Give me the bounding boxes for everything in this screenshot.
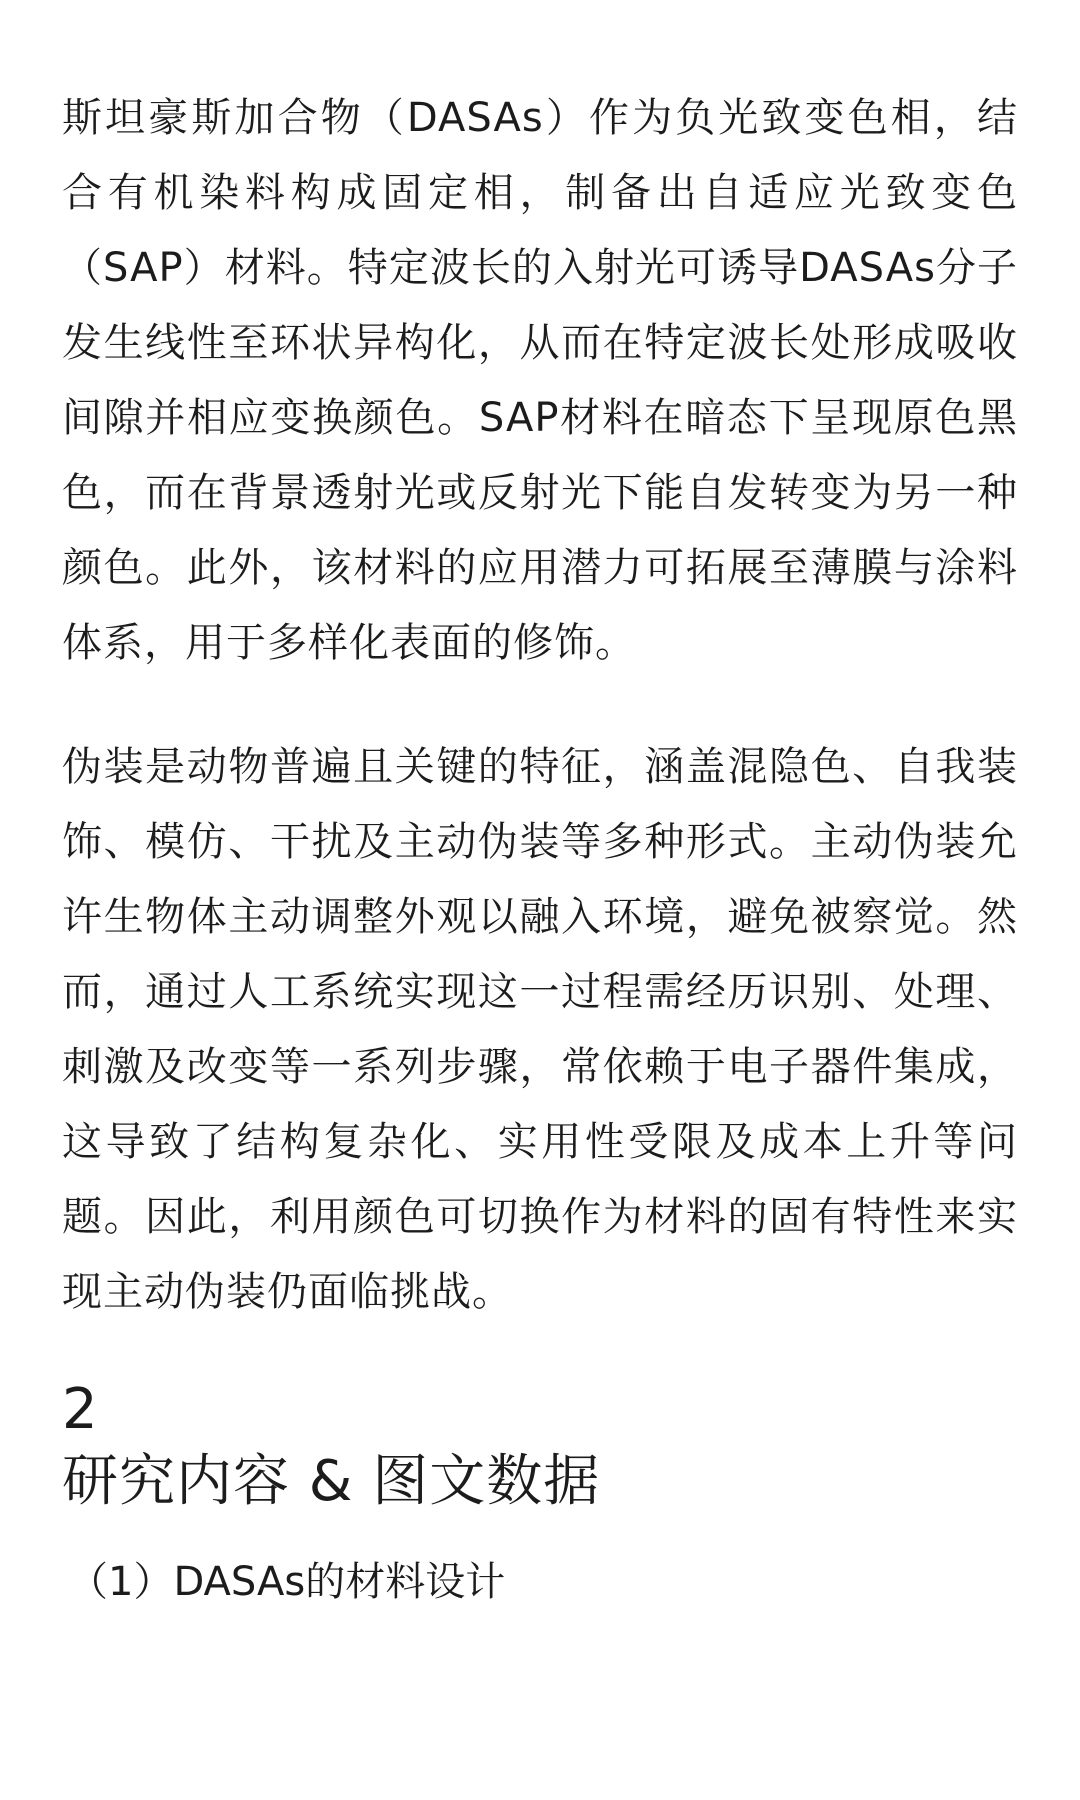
paragraph-sap-material: 斯坦豪斯加合物（DASAs）作为负光致变色相，结合有机染料构成固定相，制备出自适应光致变色（SAP）材料。特定波长的入射光可诱导DASAs分子发生线性至环状异构化，从而在特定波长处形成吸收间隙并相应变换颜色。SAP材料在暗态下呈现原色黑色，而在背景透射光或反射光下能自发转变为另一种颜色。此外，该材料的应用潜力可拓展至薄膜与涂料体系，用于多样化表面的修饰。 <box>62 95 1018 666</box>
paragraph-camouflage: 伪装是动物普遍且关键的特征，涵盖混隐色、自我装饰、模仿、干扰及主动伪装等多种形式。主动伪装允许生物体主动调整外观以融入环境，避免被察觉。然而，通过人工系统实现这一过程需经历识别、处理、刺激及改变等一系列步骤，常依赖于电子器件集成，这导致了结构复杂化、实用性受限及成本上升等问题。因此，利用颜色可切换作为材料的固有特性来实现主动伪装仍面临挑战。 <box>62 744 1018 1315</box>
section-title: 研究内容 & 图文数据 <box>62 1449 601 1514</box>
section-number: 2 <box>62 1377 98 1442</box>
subsection-title: （1）DASAs的材料设计 <box>68 1559 506 1605</box>
